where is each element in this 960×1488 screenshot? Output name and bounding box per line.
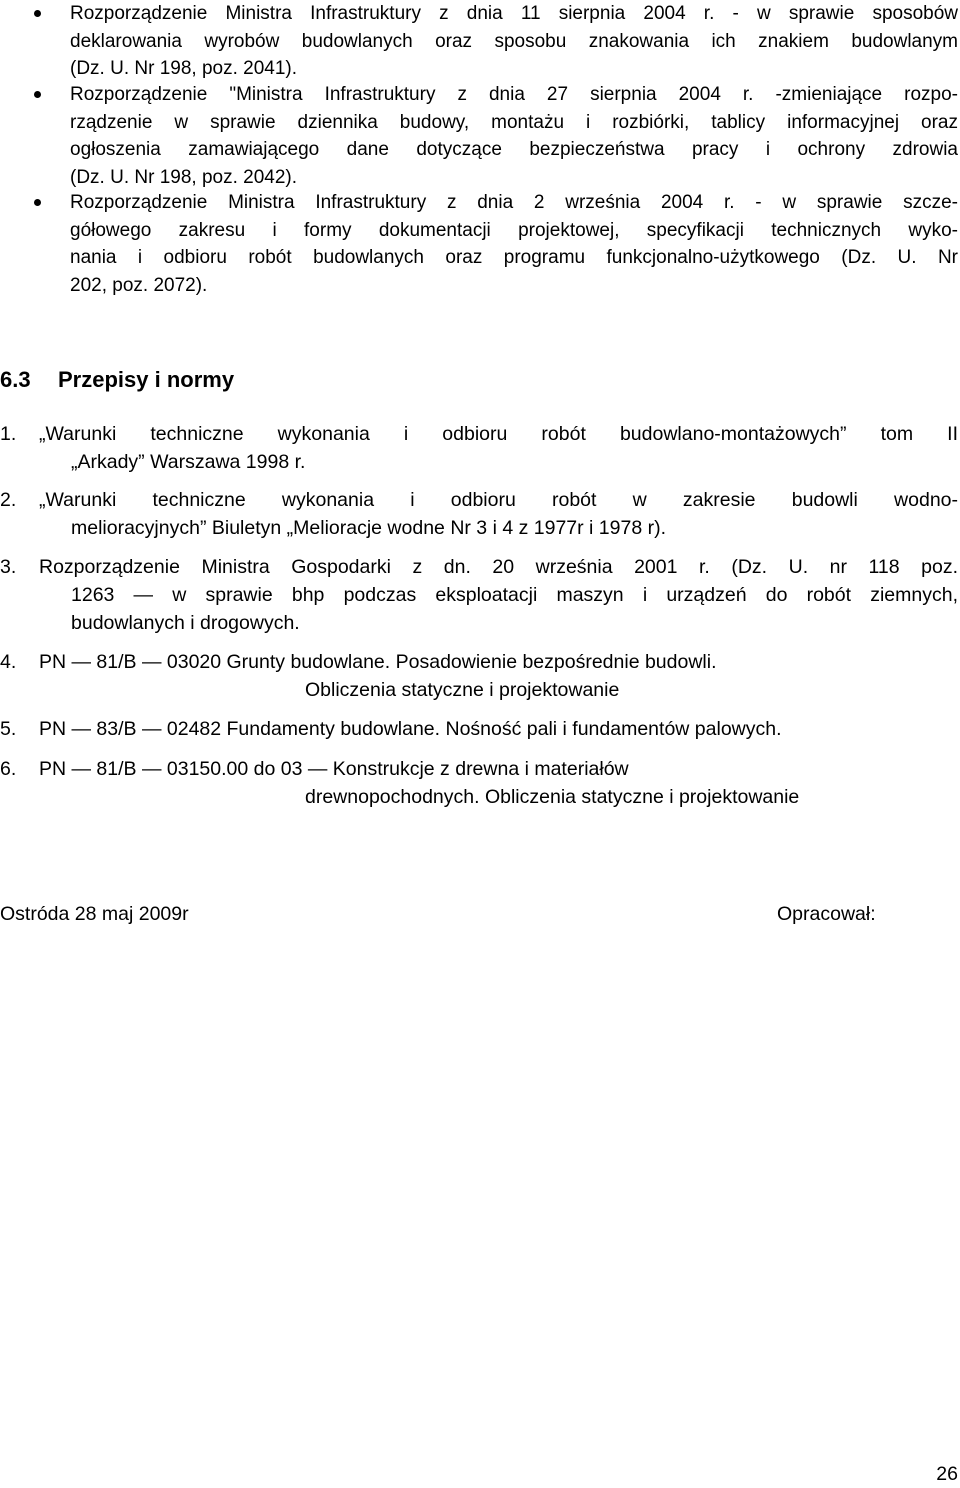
text-line bbox=[0, 648, 958, 676]
item-number: 4. bbox=[0, 651, 17, 673]
text-line: 202, poz. 2072). bbox=[70, 274, 208, 296]
item-number: 3. bbox=[0, 556, 17, 578]
place-date: Ostróda 28 maj 2009r bbox=[0, 903, 189, 925]
section-number: 6.3 bbox=[0, 367, 31, 392]
text-line: budowlanych i drogowych. bbox=[71, 612, 300, 634]
text-line: Rozporządzenie Ministra Infrastruktury z dnia 2 września 2004 r. - w sprawie szcze- bbox=[70, 192, 958, 213]
text-segment: PN — 81/B — 03150.00 do 03 — Konstrukcje z drewna i materiałów bbox=[39, 758, 629, 780]
section-heading bbox=[0, 366, 234, 394]
item-number: 5. bbox=[0, 718, 17, 740]
text-line bbox=[0, 755, 958, 783]
item-number: 1. bbox=[0, 423, 17, 445]
text-segment: PN — 81/B — 03020 Grunty budowlane. Posadowienie bezpośrednie budowli. bbox=[39, 651, 717, 673]
text-segment: „Warunki techniczne wykonania i odbioru robót budowlano-montażowych” tom II bbox=[39, 423, 958, 445]
text-line: (Dz. U. Nr 198, poz. 2041). bbox=[70, 58, 298, 79]
text-line: drewnopochodnych. Obliczenia statyczne i projektowanie bbox=[305, 786, 800, 808]
text-line: melioracyjnych” Biuletyn „Melioracje wodne Nr 3 i 4 z 1977r i 1978 r). bbox=[71, 517, 666, 539]
page-number: 26 bbox=[936, 1463, 958, 1485]
list-item bbox=[70, 81, 958, 191]
author-label: Opracował: bbox=[777, 903, 876, 925]
text-line: deklarowania wyrobów budowlanych oraz sposobu znakowania ich znakiem budowlanym bbox=[70, 30, 958, 52]
text-line bbox=[0, 553, 958, 581]
section-title: Przepisy i normy bbox=[58, 367, 235, 392]
text-segment: PN — 83/B — 02482 Fundamenty budowlane. Nośność pali i fundamentów palowych. bbox=[39, 718, 782, 740]
item-number: 2. bbox=[0, 489, 17, 511]
text-line: (Dz. U. Nr 198, poz. 2042). bbox=[70, 166, 298, 188]
norm-item bbox=[0, 553, 958, 637]
norm-item bbox=[0, 486, 958, 542]
text-line: Rozporządzenie Ministra Infrastruktury z dnia 11 sierpnia 2004 r. - w sprawie sposobów bbox=[70, 3, 958, 24]
norm-item bbox=[0, 420, 958, 476]
text-line bbox=[0, 486, 958, 514]
text-line: „Arkady” Warszawa 1998 r. bbox=[71, 451, 306, 473]
text-line: gółowego zakresu i formy dokumentacji projektowej, specyfikacji technicznych wyko- bbox=[70, 219, 958, 241]
text-segment: „Warunki techniczne wykonania i odbioru robót w zakresie budowli wodno- bbox=[39, 489, 958, 511]
norm-item bbox=[0, 648, 958, 704]
text-line: Obliczenia statyczne i projektowanie bbox=[305, 679, 620, 701]
text-line: rządzenie w sprawie dziennika budowy, montażu i rozbiórki, tablicy informacyjnej oraz bbox=[70, 111, 958, 133]
text-segment: Rozporządzenie Ministra Gospodarki z dn. 20 września 2001 r. (Dz. U. nr 118 poz. bbox=[39, 556, 958, 578]
norm-item bbox=[0, 755, 958, 811]
text-line: ogłoszenia zamawiającego dane dotyczące bezpieczeństwa pracy i ochrony zdrowia bbox=[70, 139, 958, 160]
text-line: 1263 — w sprawie bhp podczas eksploatacji maszyn i urządzeń do robót ziemnych, bbox=[71, 584, 958, 606]
text-line bbox=[0, 420, 958, 448]
text-line: nania i odbioru robót budowlanych oraz programu funkcjonalno-użytkowego (Dz. U. Nr bbox=[70, 247, 958, 268]
list-item bbox=[70, 0, 958, 83]
list-item bbox=[70, 189, 958, 299]
text-line: Rozporządzenie "Ministra Infrastruktury z dnia 27 sierpnia 2004 r. -zmieniające rozpo- bbox=[70, 84, 958, 105]
text-line bbox=[0, 715, 958, 743]
item-number: 6. bbox=[0, 758, 17, 780]
norm-item bbox=[0, 715, 958, 743]
